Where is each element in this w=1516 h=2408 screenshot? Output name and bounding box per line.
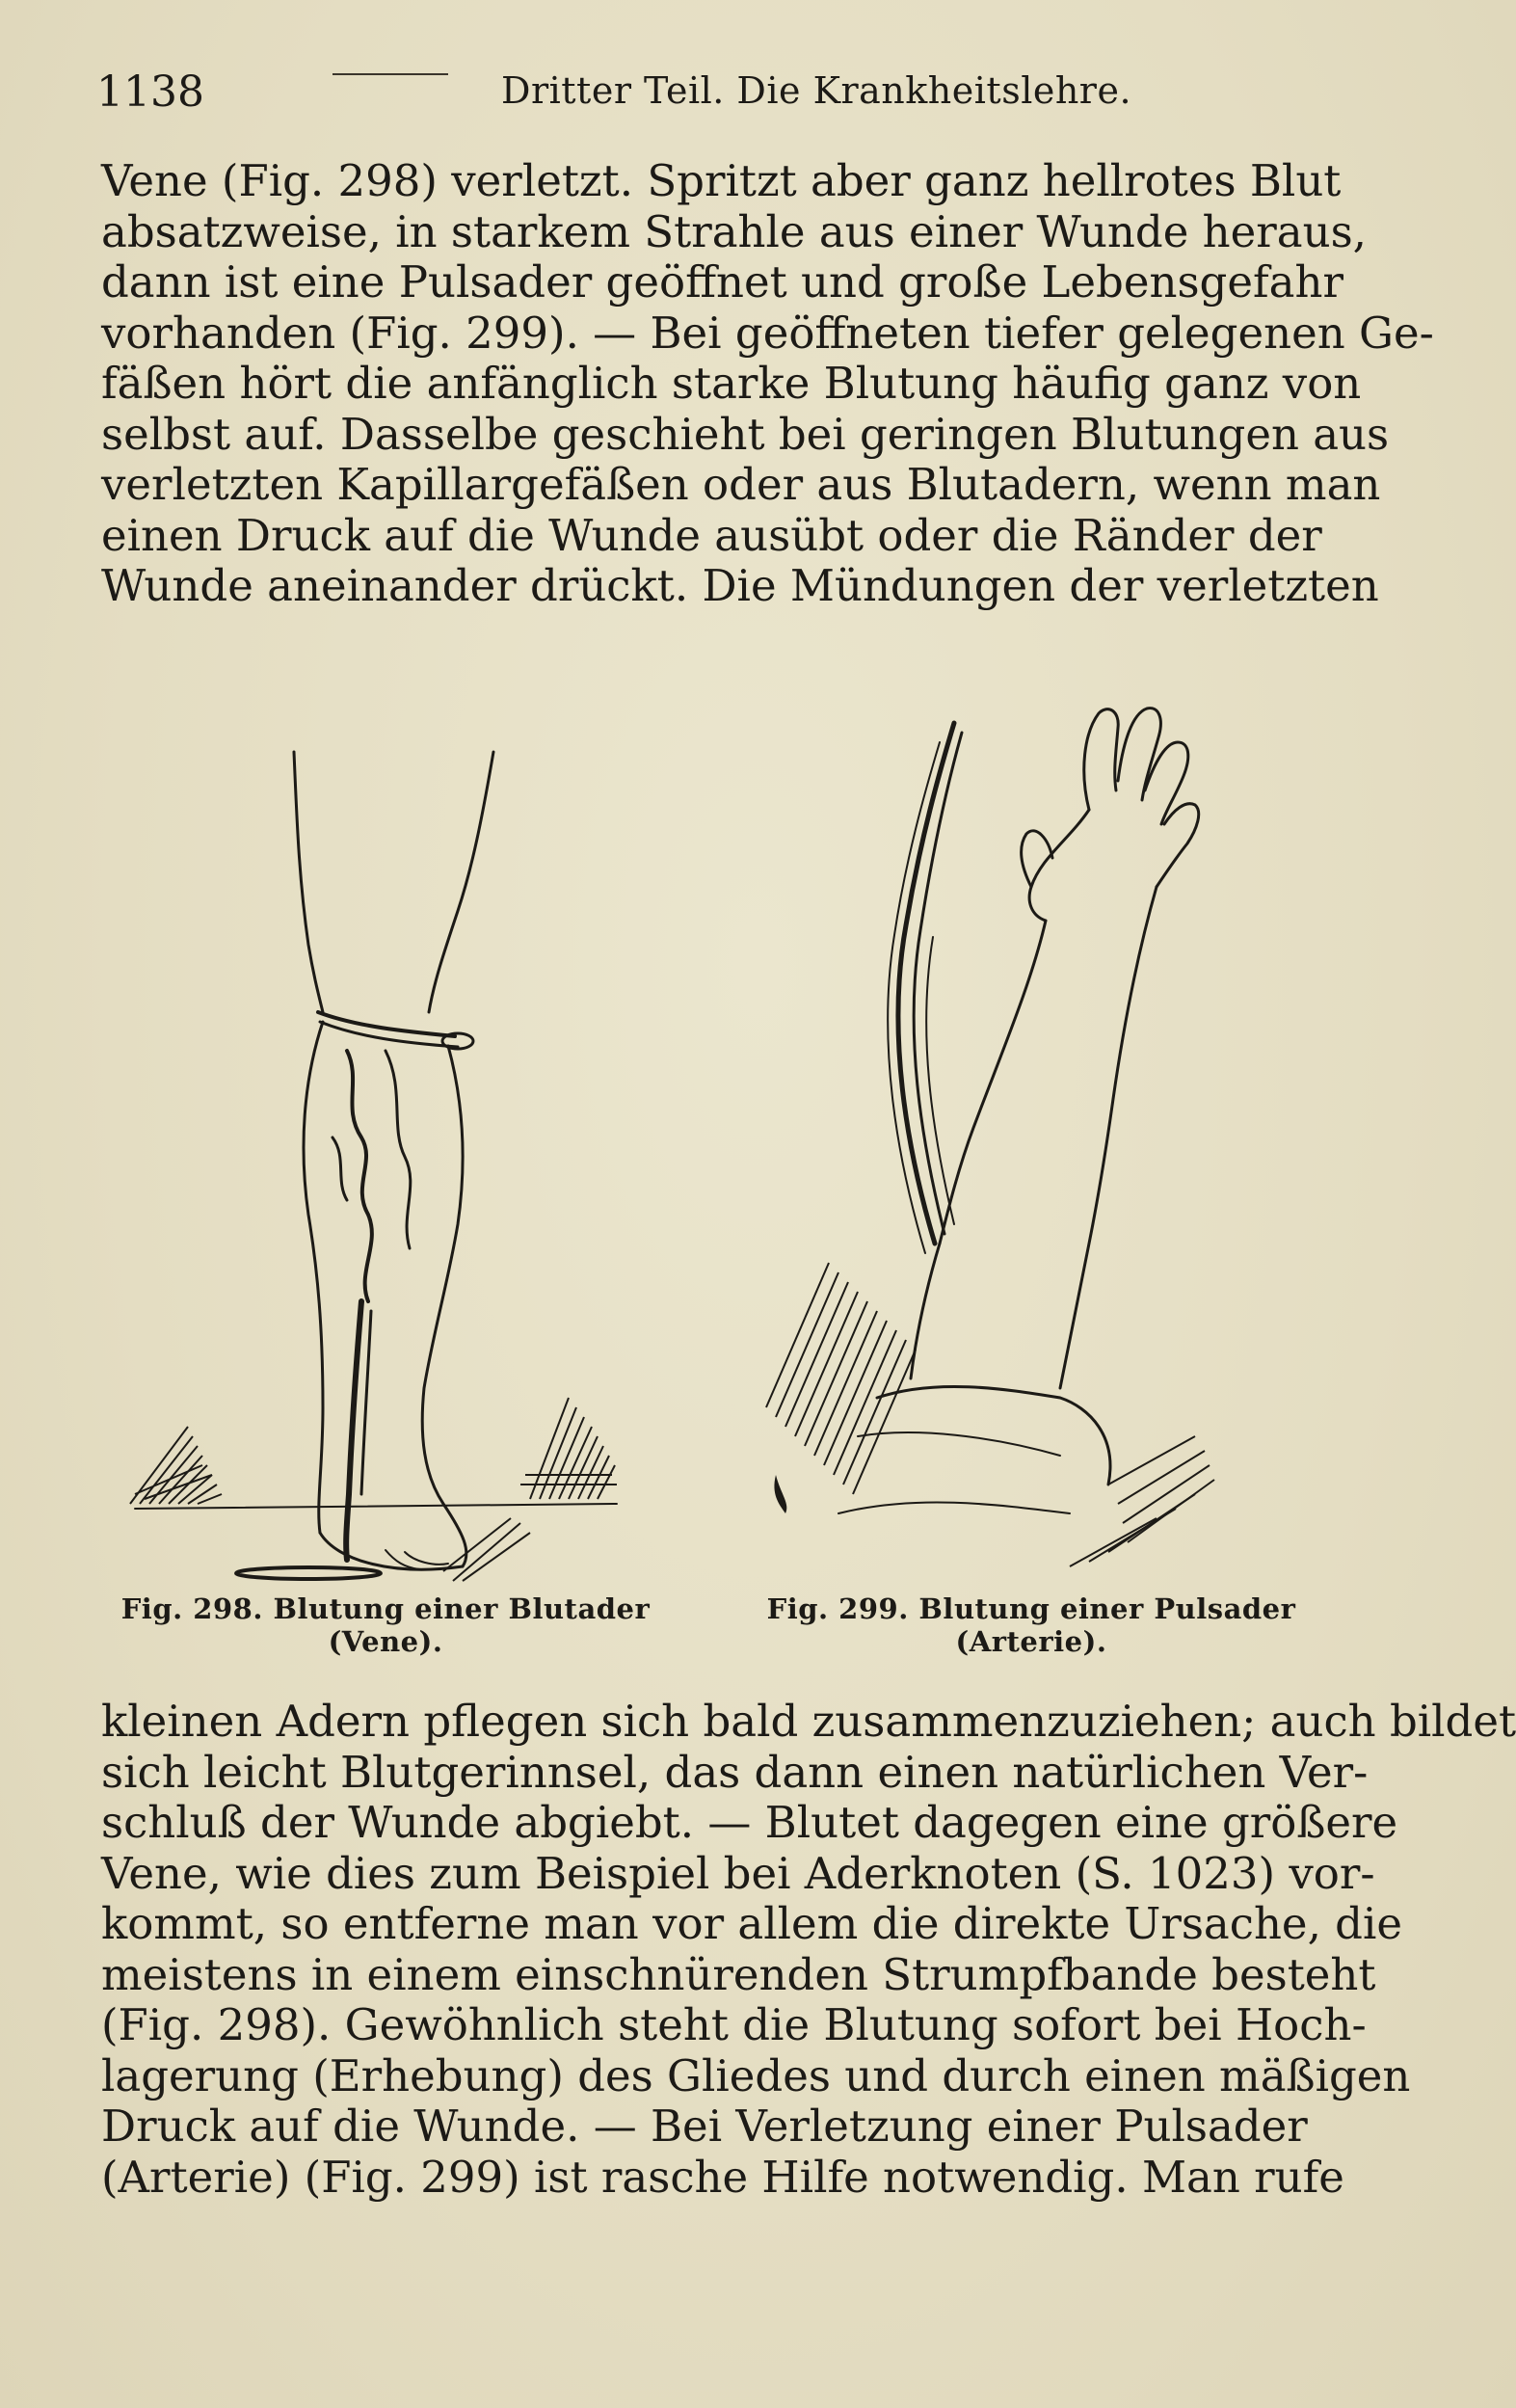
text-line: kleinen Adern pflegen sich bald zusammenzuziehen; auch bildet [101,1696,1516,1747]
figure-arm-artery-bleeding [742,665,1320,1581]
bottom-paragraph [101,1696,1516,2203]
text-line: sich leicht Blutgerinnsel, das dann einen natürlichen Ver- [101,1746,1369,1798]
text-line: lagerung (Erhebung) des Gliedes und durch einen mäßigen [101,2049,1411,2101]
text-line: selbst auf. Dasselbe geschieht bei geringen Blutungen aus [101,408,1390,460]
text-line: vorhanden (Fig. 299). — Bei geöffneten tiefer gelegenen Ge- [101,307,1434,359]
header-rule [332,73,448,75]
text-line: Druck auf die Wunde. — Bei Verletzung einer Pulsader [101,2100,1308,2152]
running-title: Dritter Teil. Die Krankheitslehre. [501,69,1132,112]
text-line: einen Druck auf die Wunde ausübt oder die Ränder der [101,509,1322,561]
figure-caption-298 [106,1592,665,1658]
caption-line: Fig. 299. Blutung einer Pulsader [766,1592,1296,1625]
leg-illustration [116,733,655,1581]
text-line: meistens in einem einschnürenden Strumpfbande besteht [101,1948,1376,2000]
figure-caption-299 [742,1592,1320,1658]
top-paragraph [101,155,1434,612]
text-line: absatzweise, in starkem Strahle aus einer Wunde heraus, [101,205,1367,257]
text-line: dann ist eine Pulsader geöffnet und große Lebensgefahr [101,256,1343,308]
text-line: schluß der Wunde abgiebt. — Blutet dagegen eine größere [101,1797,1398,1848]
figure-leg-vein-bleeding [116,733,655,1581]
caption-line: Fig. 298. Blutung einer Blutader [120,1592,651,1625]
text-line: (Fig. 298). Gewöhnlich steht die Blutung sofort bei Hoch- [101,1999,1367,2050]
text-line: (Arterie) (Fig. 299) ist rasche Hilfe notwendig. Man rufe [101,2151,1344,2203]
text-line: kommt, so entferne man vor allem die direkte Ursache, die [101,1898,1402,1949]
page-header [96,60,1311,127]
text-line: fäßen hört die anfänglich starke Blutung häufig ganz von [101,358,1362,409]
caption-line: (Arterie). [955,1625,1107,1658]
text-line: verletzten Kapillargefäßen oder aus Blutadern, wenn man [101,459,1381,510]
caption-line: (Vene). [328,1625,443,1658]
text-line: Vene, wie dies zum Beispiel bei Aderknoten (S. 1023) vor- [101,1847,1375,1899]
text-line: Wunde aneinander drückt. Die Mündungen der verletzten [101,560,1379,611]
arm-illustration [742,665,1320,1581]
text-line: Vene (Fig. 298) verletzt. Spritzt aber ganz hellrotes Blut [101,155,1342,206]
page-number: 1138 [96,67,204,117]
